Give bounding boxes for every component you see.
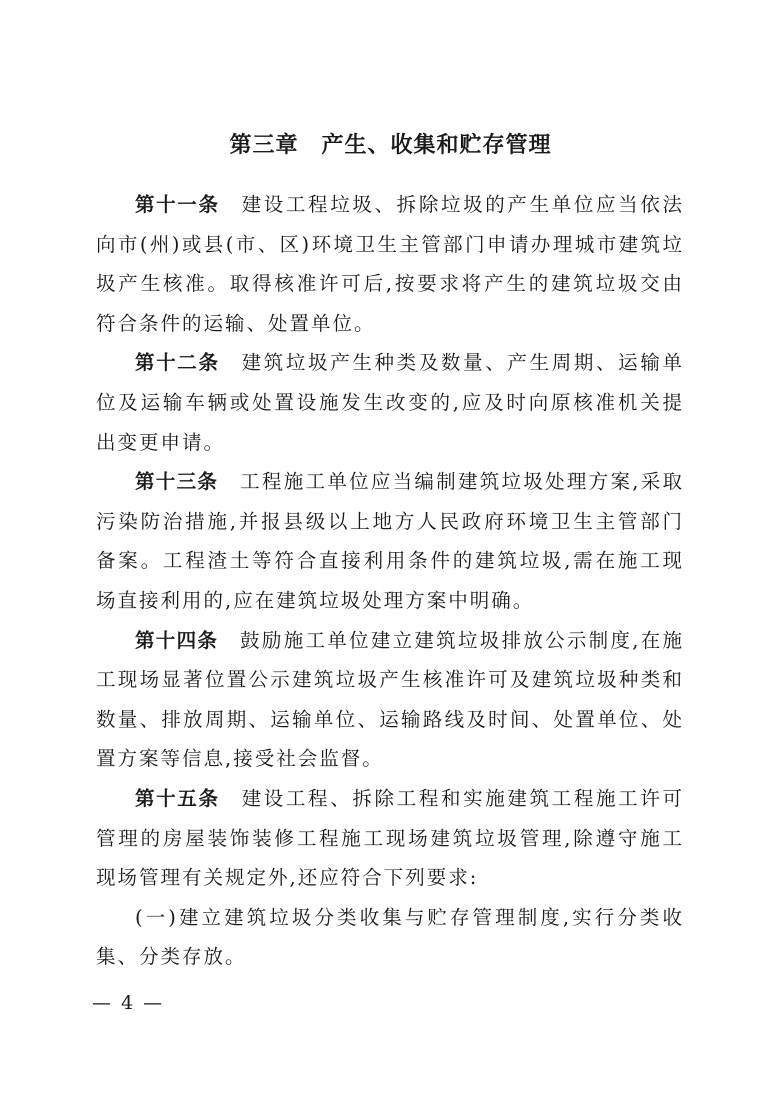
article-14 — [96, 621, 684, 779]
page-number: — 4 — — [92, 992, 165, 1014]
clause-1: (一)建立建筑垃圾分类收集与贮存管理制度,实行分类收集、分类存放。 — [96, 905, 684, 969]
article-12 — [96, 343, 684, 462]
article-number: 第十四条 — [135, 628, 219, 652]
article-text: 工程施工单位应当编制建筑垃圾处理方案,采取污染防治措施,并报县级以上地方人民政府环境卫生主管部门备案。工程渣土等符合直接利用条件的建筑垃圾,需在施工现场直接利用的,应在建筑垃圾处理方案中明确。 — [96, 470, 684, 612]
article-text: 建筑垃圾产生种类及数量、产生周期、运输单位及运输车辆或处置设施发生改变的,应及时向原核准机关提出变更申请。 — [96, 351, 684, 454]
article-15 — [96, 779, 684, 898]
chapter-title: 第三章 产生、收集和贮存管理 — [229, 133, 552, 158]
article-number: 第十五条 — [135, 786, 220, 810]
article-text: 建设工程垃圾、拆除垃圾的产生单位应当依法向市(州)或县(市、区)环境卫生主管部门申请办理城市建筑垃圾产生核准。取得核准许可后,按要求将产生的建筑垃圾交由符合条件的运输、处置单位。 — [96, 193, 684, 335]
article-11 — [96, 185, 684, 343]
article-13 — [96, 462, 684, 620]
article-number: 第十二条 — [135, 351, 220, 375]
body-text — [96, 185, 684, 977]
article-text: 建设工程、拆除工程和实施建筑工程施工许可管理的房屋装饰装修工程施工现场建筑垃圾管理,除遵守施工现场管理有关规定外,还应符合下列要求: — [96, 786, 684, 890]
article-number: 第十一条 — [135, 193, 220, 216]
article-text: 鼓励施工单位建立建筑垃圾排放公示制度,在施工现场显著位置公示建筑垃圾产生核准许可及建筑垃圾种类和数量、排放周期、运输单位、运输路线及时间、处置单位、处置方案等信息,接受社会监督。 — [96, 628, 684, 771]
article-number: 第十三条 — [135, 470, 219, 494]
